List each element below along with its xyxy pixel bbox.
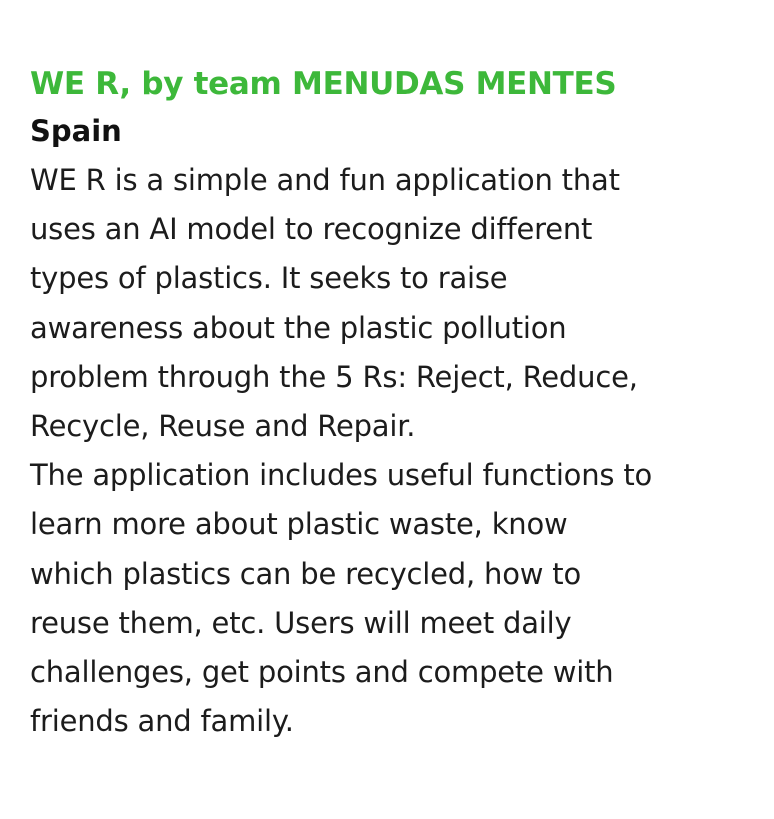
project-country: Spain [30,114,122,148]
description-line: The application includes useful functions to [30,458,653,493]
description-line: Recycle, Reuse and Repair. [30,409,416,444]
description-line: uses an AI model to recognize different [30,212,593,247]
description-line: awareness about the plastic pollution [30,310,567,345]
project-card [30,62,760,746]
description-line: WE R is a simple and fun application that [30,163,620,197]
project-description [30,156,760,746]
project-title: WE R, by team MENUDAS MENTES [30,66,617,102]
description-line: reuse them, etc. Users will meet daily [30,605,572,640]
description-line: problem through the 5 Rs: Reject, Reduce, [30,359,638,394]
description-line: types of plastics. It seeks to raise [30,261,508,296]
description-line: which plastics can be recycled, how to [30,556,582,591]
description-line: challenges, get points and compete with [30,655,614,690]
description-line: friends and family. [30,704,294,739]
description-line: learn more about plastic waste, know [30,507,568,542]
